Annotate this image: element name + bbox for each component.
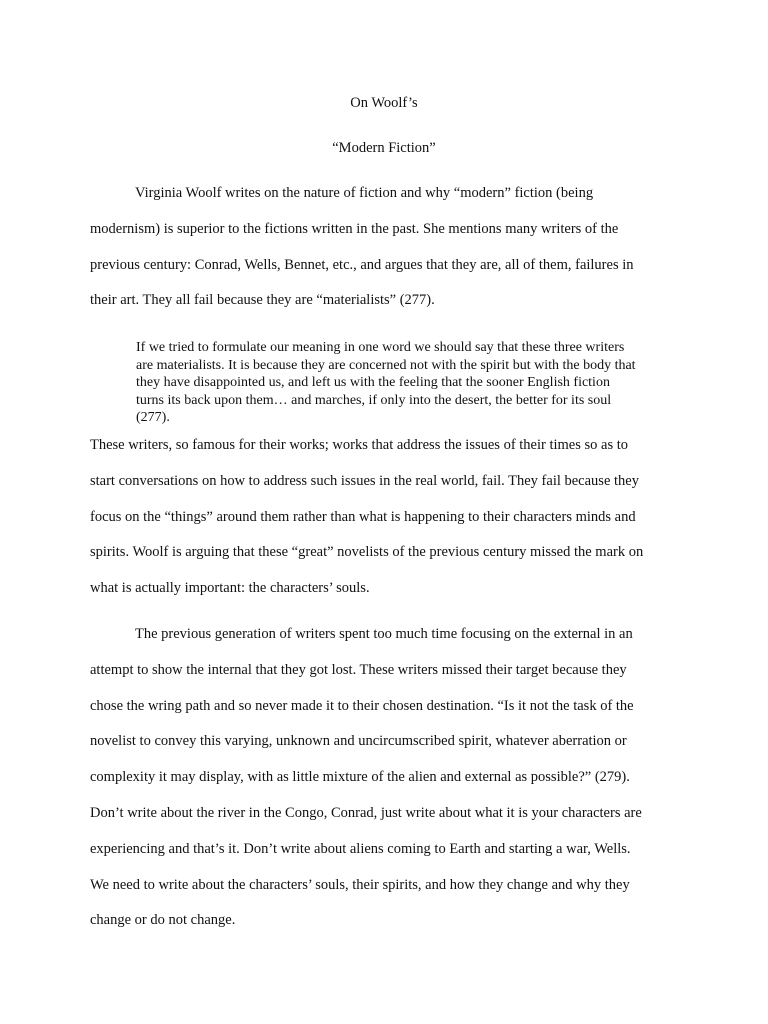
text-line: novelist to convey this varying, unknown and uncircumscribed spirit, whatever aberration or — [90, 733, 627, 750]
block-quote — [136, 339, 678, 427]
text-line: These writers, so famous for their works; works that address the issues of their times so as to — [90, 437, 629, 453]
text-line: start conversations on how to address such issues in the real world, fail. They fail because they — [90, 472, 639, 489]
text-line: complexity it may display, with as little mixture of the alien and external as possible?” (279). — [90, 769, 630, 786]
text-line: experiencing and that’s it. Don’t write about aliens coming to Earth and starting a war, Wells. — [90, 840, 631, 857]
text-line: Virginia Woolf writes on the nature of fiction and why “modern” fiction (being — [135, 185, 594, 201]
text-line: their art. They all fail because they are “materialists” (277). — [90, 292, 435, 309]
quote-line: turns its back upon them… and marches, if only into the desert, the better for its soul — [136, 392, 612, 408]
text-line: The previous generation of writers spent too much time focusing on the external in an — [135, 626, 633, 642]
quote-line: If we tried to formulate our meaning in one word we should say that these three writers — [136, 340, 625, 355]
text-line: chose the wring path and so never made it to their chosen destination. “Is it not the task of the — [90, 697, 634, 714]
title-line-2: “Modern Fiction” — [332, 140, 436, 156]
paragraph-3 — [90, 617, 680, 939]
text-line: previous century: Conrad, Wells, Bennet, etc., and argues that they are, all of them, failures in — [90, 256, 634, 273]
title-line-1: On Woolf’s — [350, 95, 418, 111]
text-line: modernism) is superior to the fictions written in the past. She mentions many writers of the — [90, 220, 619, 237]
text-line: change or do not change. — [90, 912, 236, 929]
quote-line: (277). — [136, 410, 170, 426]
paragraph-1 — [90, 176, 680, 319]
text-line: Don’t write about the river in the Congo, Conrad, just write about what it is your characters are — [90, 804, 642, 821]
paragraph-2 — [90, 428, 680, 607]
text-line: We need to write about the characters’ souls, their spirits, and how they change and why they — [90, 876, 630, 893]
quote-line: they have disappointed us, and left us with the feeling that the sooner English fiction — [136, 375, 610, 391]
text-line: focus on the “things” around them rather than what is happening to their characters minds and — [90, 508, 636, 525]
text-line: what is actually important: the characters’ souls. — [90, 580, 370, 597]
text-line: attempt to show the internal that they got lost. These writers missed their target because they — [90, 661, 627, 678]
text-line: spirits. Woolf is arguing that these “great” novelists of the previous century missed the mark on — [90, 544, 644, 561]
quote-line: are materialists. It is because they are concerned not with the spirit but with the body that — [136, 357, 636, 373]
